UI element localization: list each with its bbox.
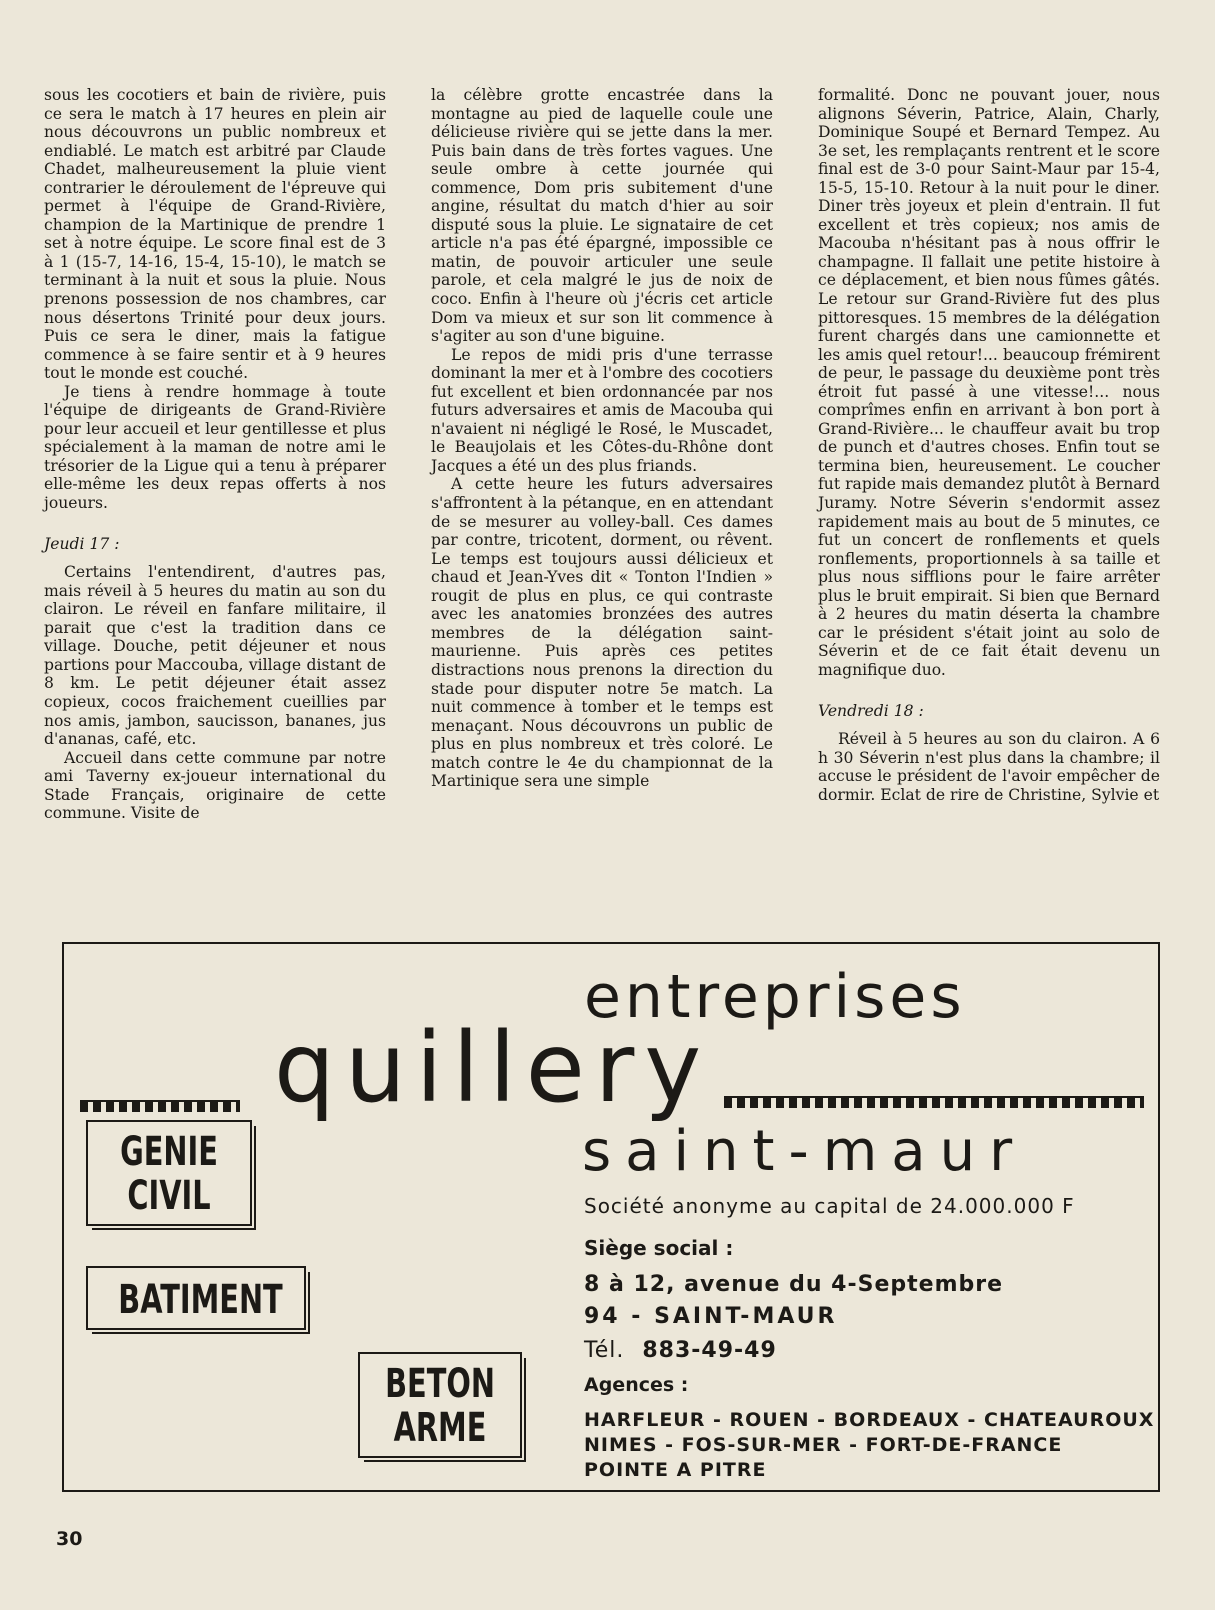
ad-entreprises: entreprises (584, 962, 966, 1032)
page-number: 30 (56, 1528, 83, 1550)
paragraph: Réveil à 5 heures au son du clairon. A 6 h 30 Séverin n'est plus dans la chambre; il accuse le président de l'avoir empêcher de dormir. Eclat de rire de Christine, Sylvie et (818, 730, 1160, 804)
paragraph: Accueil dans cette commune par notre ami Taverny ex-joueur international du Stade Français, originaire de cette commune. Visite de (44, 748, 386, 823)
paragraph: Le repos de midi pris d'une terrasse dominant la mer et à l'ombre des cocotiers fut excellent et bien ordonnancée par nos futurs adversaires et amis de Macouba qui n'avaient ni négligé le Rosé, le Muscadet, le Beaujolais et les Côtes-du-Rhône dont Jacques a été un des plus friands. (431, 345, 773, 475)
ad-tel-label: Tél. (584, 1338, 625, 1363)
article-column-1 (44, 86, 386, 823)
ad-agences-line-2: NIMES - FOS-SUR-MER - FORT-DE-FRANCE (584, 1434, 1063, 1456)
section-heading: Jeudi 17 : (44, 534, 120, 553)
ad-saint-maur: saint-maur (582, 1119, 1027, 1184)
paragraph: sous les cocotiers et bain de rivière, puis ce sera le match à 17 heures en plein air nous découvrons un public nombreux et endiablé. Le match est arbitré par Claude Chadet, malheureusement la pluie vient contrarier le déroulement de l'épreuve qui permet à l'équipe de Grand-Rivière, champion de la Martinique de prendre 1 set à notre équipe. Le score final est de 3 à 1 (15-7, 14-16, 15-4, 15-10), le match se terminant à la nuit et sous la pluie. Nous prenons possession de nos chambres, car nous désertons Trinité pour deux jours. Puis ce sera le diner, mais la fatigue commence à se faire sentir et à 9 heures tout le monde est couché. (44, 86, 386, 383)
ad-agences-line-3: POINTE A PITRE (584, 1459, 767, 1481)
box-label: ARME (393, 1405, 487, 1451)
ad-box-beton-arme (358, 1352, 522, 1458)
paragraph: formalité. Donc ne pouvant jouer, nous alignons Séverin, Patrice, Alain, Charly, Dominique Soupé et Bernard Tempez. Au 3e set, les remplaçants rentrent et le score final est de 3-0 pour Saint-Maur par 15-4, 15-5, 15-10. Retour à la nuit pour le diner. Diner très joyeux et plein d'entrain. Il fut excellent et très copieux; nos amis de Macouba n'hésitant pas à nous offrir le champagne. Il fallait une petite histoire à ce déplacement, et bien nous fûmes gâtés. Le retour sur Grand-Rivière fut des plus pittoresques. 15 membres de la délégation furent chargés dans une camionnette et les amis quel retour!... beaucoup frémirent de peur, le passage du deuxième pont très étroit fut passé à une vitesse!... nous comprîmes enfin en arrivant à bon port à Grand-Rivière... le chauffeur avait bu trop de punch et d'autres choses. Enfin tout se termina bien, heureusement. Le coucher fut rapide mais demandez plutôt à Bernard Juramy. Notre Séverin s'endormit assez rapidement mais au bout de 5 minutes, ce fut un concert de ronflements et quels ronflements, proportionnels à sa taille et plus nous sifflions pour le faire arrêter plus le bruit empirait. Si bien que Bernard à 2 heures du matin déserta la chambre car le président s'était joint au solo de Séverin et de ce fait était devenu un magnifique duo. (818, 86, 1160, 679)
decorative-rule-right (724, 1096, 1144, 1108)
ad-telephone (584, 1338, 777, 1363)
box-label: BATIMENT (118, 1277, 283, 1323)
article-column-3 (818, 86, 1160, 804)
box-label: CIVIL (127, 1173, 211, 1219)
ad-address-line-2: 94 - SAINT-MAUR (584, 1304, 838, 1329)
ad-siege-label: Siège social : (584, 1236, 734, 1260)
ad-agences-line-1: HARFLEUR - ROUEN - BORDEAUX - CHATEAUROUX (584, 1409, 1155, 1431)
paragraph: la célèbre grotte encastrée dans la montagne au pied de laquelle coule une délicieuse rivière qui se jette dans la mer. Puis bain dans de très fortes vagues. Une seule ombre à cette journée qui commence, Dom pris subitement d'une angine, résultat du match d'hier au soir disputé sous la pluie. Le signataire de cet article n'a pas été épargné, impossible ce matin, de pouvoir articuler une seule parole, et cela malgré le jus de noix de coco. Enfin à l'heure où j'écris cet article Dom va mieux et sur son lit commence à s'agiter au son d'une biguine. (431, 86, 773, 346)
ad-box-batiment (86, 1266, 306, 1330)
advertisement (62, 942, 1160, 1492)
ad-capital: Société anonyme au capital de 24.000.000 F (584, 1194, 1075, 1218)
decorative-rule-left (80, 1100, 240, 1112)
ad-address-line-1: 8 à 12, avenue du 4-Septembre (584, 1272, 1004, 1297)
paragraph: Je tiens à rendre hommage à toute l'équipe de dirigeants de Grand-Rivière pour leur accueil et leur gentillesse et plus spécialement à la maman de notre ami le trésorier de la Ligue qui a tenu à préparer elle-même les deux repas offerts à nos joueurs. (44, 382, 386, 513)
box-label: GENIE (120, 1129, 218, 1175)
ad-company-name: quillery (274, 1012, 712, 1124)
ad-tel-number: 883-49-49 (642, 1338, 777, 1363)
paragraph: Certains l'entendirent, d'autres pas, mais réveil à 5 heures du matin au son du clairon. Le réveil en fanfare militaire, il parait que c'est la tradition dans ce village. Douche, petit déjeuner et nous partions pour Maccouba, village distant de 8 km. Le petit déjeuner était assez copieux, cocos fraichement cueillies par nos amis, jambon, saucisson, bananes, jus d'ananas, café, etc. (44, 563, 386, 749)
box-label: BETON (385, 1361, 495, 1407)
article-column-2 (431, 86, 773, 791)
ad-box-genie-civil (86, 1120, 252, 1226)
paragraph: A cette heure les futurs adversaires s'affrontent à la pétanque, en en attendant de se mesurer au volley-ball. Ces dames par contre, tricotent, dorment, ou rêvent. Le temps est toujours aussi délicieux et chaud et Jean-Yves dit « Tonton l'Indien » rougit de plus en plus, ce qui contraste avec les anatomies bronzées des autres membres de la délégation saint-maurienne. Puis après ces petites distractions nous prenons la direction du stade pour disputer notre 5e match. La nuit commence à tomber et le temps est menaçant. Nous découvrons un public de plus en plus nombreux et très coloré. Le match contre le 4e du championnat de la Martinique sera une simple (431, 475, 773, 791)
section-heading: Vendredi 18 : (818, 701, 924, 720)
ad-agences-label: Agences : (584, 1374, 689, 1396)
